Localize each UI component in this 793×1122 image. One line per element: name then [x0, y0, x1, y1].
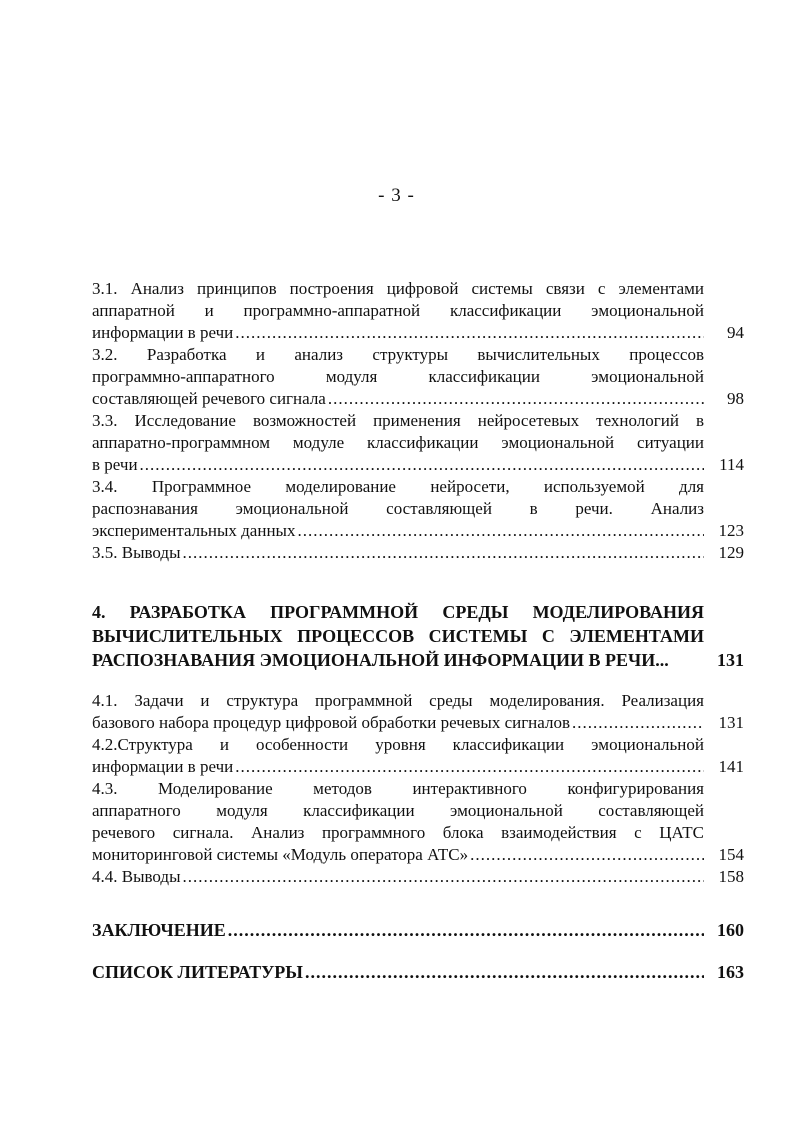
dot-leader [235, 756, 704, 778]
toc-entry-line: 3.2. Разработка и анализ структуры вычислительных процессов [92, 345, 704, 364]
dot-leader [235, 322, 704, 344]
toc-entry-last-line: 3.5. Выводы [92, 543, 181, 562]
conclusion-label: ЗАКЛЮЧЕНИЕ [92, 920, 226, 940]
toc-entry-3-4 [92, 476, 744, 542]
dot-leader [183, 542, 704, 564]
toc-entry-line: речевого сигнала. Анализ программного блока взаимодействия с ЦАТС [92, 823, 704, 842]
page-ref: 114 [719, 455, 744, 474]
dot-leader [183, 866, 704, 888]
toc-entry-line: 4.3. Моделирование методов интерактивного конфигурирования [92, 779, 704, 798]
toc-entry-last-line: информации в речи [92, 323, 234, 342]
dot-leader [572, 712, 704, 734]
toc-entry-4-3 [92, 778, 744, 866]
page-ref: 131 [718, 713, 744, 732]
toc-chapter-4 [92, 600, 744, 672]
toc-entry-last-line: составляющей речевого сигнала [92, 389, 326, 408]
page-ref: 160 [717, 920, 744, 940]
page-ref: 141 [718, 757, 744, 776]
toc-entry-line: 4.1. Задачи и структура программной среды моделирования. Реализация [92, 691, 704, 710]
toc-entry-last-line: базового набора процедур цифровой обработки речевых сигналов [92, 713, 570, 732]
chapter-title-last-line: РАСПОЗНАВАНИЯ ЭМОЦИОНАЛЬНОЙ ИНФОРМАЦИИ В РЕЧИ... [92, 650, 669, 670]
toc-entry-line: 4.2.Структура и особенности уровня классификации эмоциональной [92, 735, 704, 754]
toc-entry-3-3 [92, 410, 744, 476]
page-ref: 94 [727, 323, 744, 342]
page-ref: 123 [718, 521, 744, 540]
toc-entry-last-line: мониторинговой системы «Модуль оператора АТС» [92, 845, 469, 864]
chapter-title-line: ВЫЧИСЛИТЕЛЬНЫХ ПРОЦЕССОВ СИСТЕМЫ С ЭЛЕМЕНТАМИ [92, 626, 704, 646]
toc-entry-line: распознавания эмоциональной составляющей в речи. Анализ [92, 499, 704, 518]
toc-entry-line: 3.1. Анализ принципов построения цифровой системы связи с элементами [92, 279, 704, 298]
toc-entry-last-line: экспериментальных данных [92, 521, 296, 540]
toc-entry-line: 3.4. Программное моделирование нейросети, используемой для [92, 477, 704, 496]
toc-entry-last-line: информации в речи [92, 757, 234, 776]
toc-entry-4-1 [92, 690, 744, 734]
page-ref: 98 [727, 389, 744, 408]
toc-entry-last-line: в речи [92, 455, 138, 474]
dot-leader [228, 918, 704, 942]
toc-entry-line: аппаратно-программном модуле классификации эмоциональной ситуации [92, 433, 704, 452]
toc-entry-line: программно-аппаратного модуля классификации эмоциональной [92, 367, 704, 386]
references-label: СПИСОК ЛИТЕРАТУРЫ [92, 962, 303, 982]
page-ref: 129 [718, 543, 744, 562]
page-ref: 131 [717, 650, 744, 670]
page-ref: 158 [718, 867, 744, 886]
toc-entry-line: аппаратной и программно-аппаратной классификации эмоциональной [92, 301, 704, 320]
toc-entry-line: 3.3. Исследование возможностей применения нейросетевых технологий в [92, 411, 704, 430]
toc-entry-3-1 [92, 278, 744, 344]
toc-conclusion [92, 918, 744, 942]
dot-leader [328, 388, 704, 410]
toc-entry-4-4 [92, 866, 744, 888]
toc-entry-line: аппаратного модуля классификации эмоциональной составляющей [92, 801, 704, 820]
chapter-title-line: 4. РАЗРАБОТКА ПРОГРАММНОЙ СРЕДЫ МОДЕЛИРОВАНИЯ [92, 602, 704, 622]
dot-leader [140, 454, 704, 476]
toc-entry-3-5 [92, 542, 744, 564]
dot-leader [297, 520, 704, 542]
dot-leader [305, 960, 704, 984]
page-ref: 154 [718, 845, 744, 864]
page-ref: 163 [717, 962, 744, 982]
toc-entry-3-2 [92, 344, 744, 410]
dot-leader [470, 844, 704, 866]
toc-entry-last-line: 4.4. Выводы [92, 867, 181, 886]
page-number: - 3 - [378, 185, 415, 206]
toc-references [92, 960, 744, 984]
toc-entry-4-2 [92, 734, 744, 778]
